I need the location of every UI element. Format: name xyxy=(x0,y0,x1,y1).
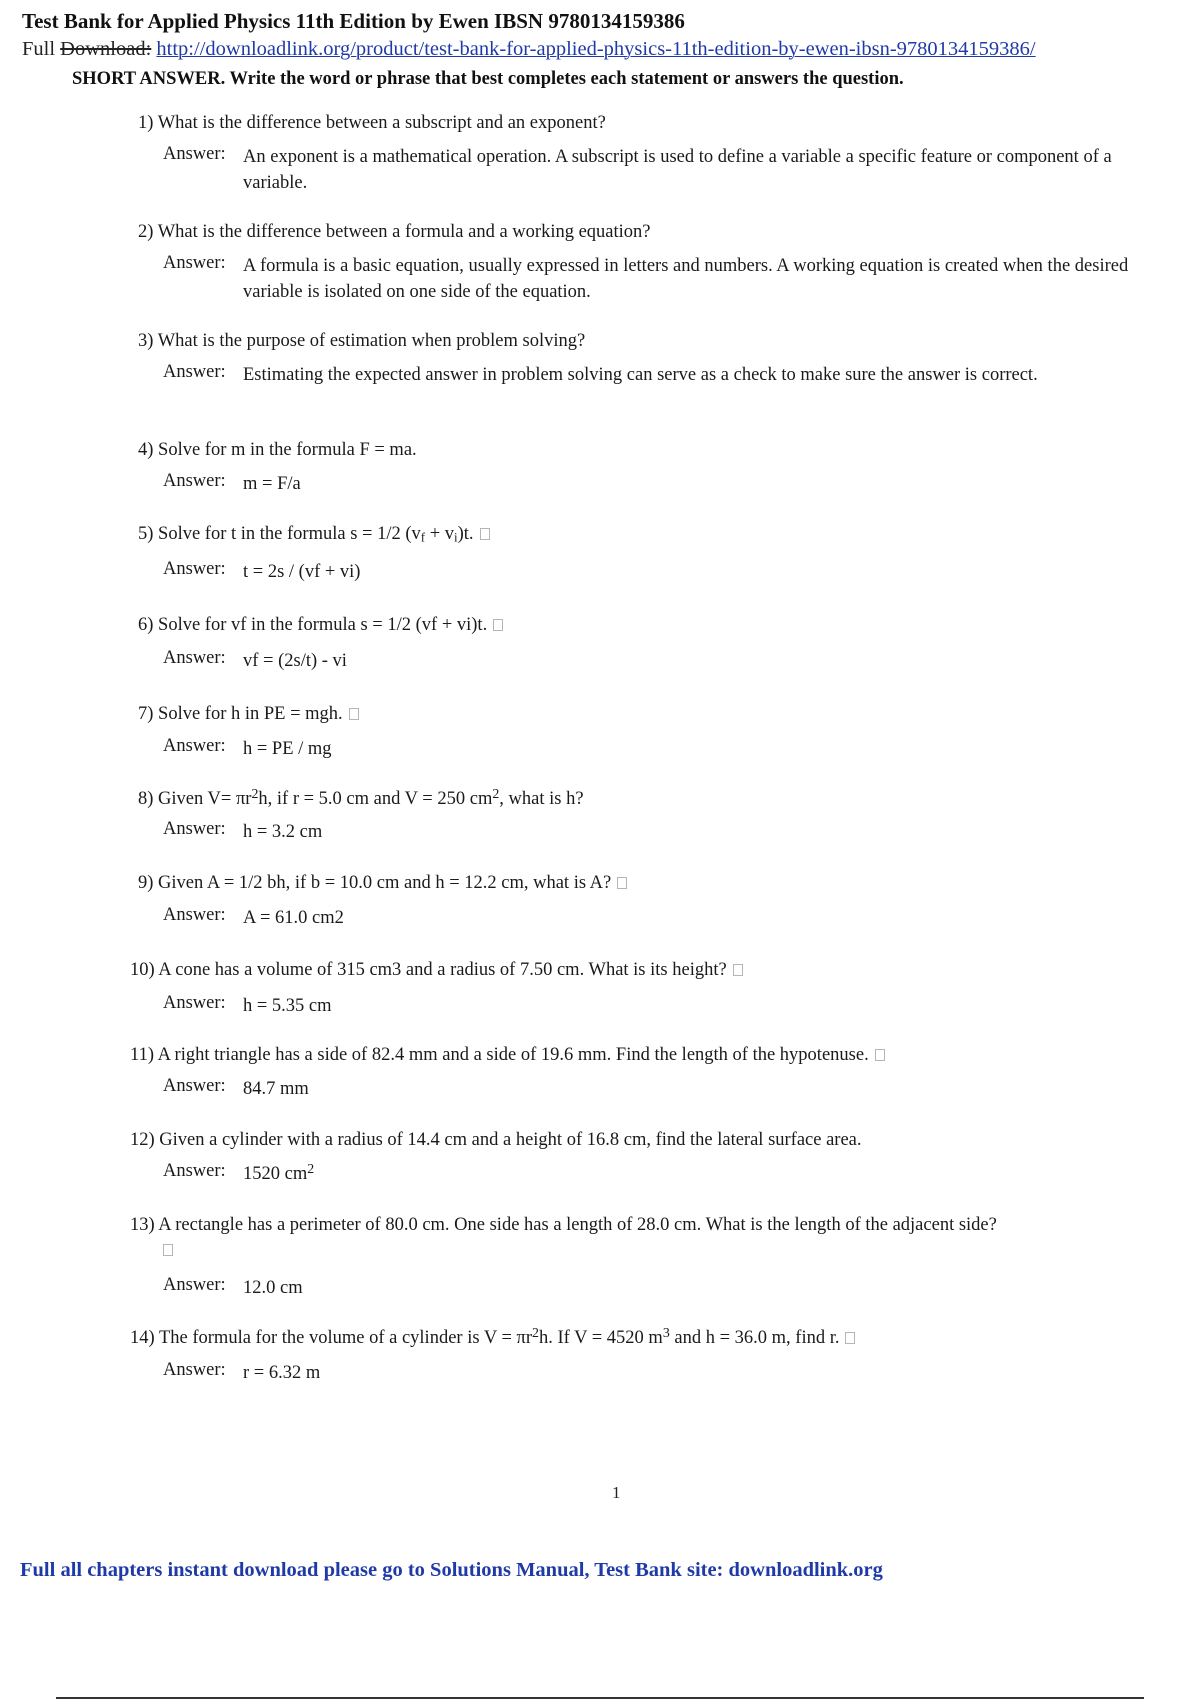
question-number: 12) xyxy=(130,1130,155,1150)
answer-text: r = 6.32 m xyxy=(243,1363,321,1383)
question-number: 1) xyxy=(138,113,154,133)
answer-label: Answer: xyxy=(163,1360,226,1380)
answer-5 xyxy=(163,559,1133,585)
question-text: A rectangle has a perimeter of 80.0 cm. One side has a length of 28.0 cm. What is the length of the adjacent side? xyxy=(158,1215,997,1235)
superscript: 3 xyxy=(662,1325,670,1341)
superscript: 2 xyxy=(251,786,259,802)
question-number: 11) xyxy=(130,1045,154,1065)
question-text-part: and h = 36.0 m, find r. xyxy=(669,1328,840,1348)
placeholder-box-icon xyxy=(845,1332,855,1344)
question-12 xyxy=(130,1130,862,1151)
answer-10 xyxy=(163,993,1133,1019)
question-text-part: )t. xyxy=(457,524,474,544)
answer-text-part: A = 61.0 cm xyxy=(243,908,335,928)
answer-text: h = 5.35 cm xyxy=(243,996,332,1016)
answer-4 xyxy=(163,471,1133,497)
question-number: 7) xyxy=(138,704,154,724)
answer-9 xyxy=(163,905,1133,931)
answer-13 xyxy=(163,1275,1133,1301)
question-4 xyxy=(138,440,417,461)
question-text: What is the difference between a formula and a working equation? xyxy=(157,222,651,242)
question-number: 10) xyxy=(130,960,155,980)
answer-text: h = 3.2 cm xyxy=(243,822,323,842)
answer-1 xyxy=(163,144,1133,196)
answer-label: Answer: xyxy=(163,648,226,668)
answer-text: vf = (2s/t) - vi xyxy=(243,651,347,671)
placeholder-box-icon xyxy=(493,619,503,631)
superscript: 2 xyxy=(532,1325,539,1341)
question-6 xyxy=(138,615,503,636)
question-11 xyxy=(130,1045,885,1066)
answer-text-part: 2 xyxy=(334,908,344,928)
superscript: 2 xyxy=(492,786,500,802)
answer-label: Answer: xyxy=(163,253,226,273)
question-number: 4) xyxy=(138,440,154,460)
question-text-part: A cone has a volume of 315 cm xyxy=(158,960,393,980)
answer-text: t = 2s / (vf + vi) xyxy=(243,562,361,582)
answer-11 xyxy=(163,1076,1133,1102)
question-number: 5) xyxy=(138,524,154,544)
answer-7 xyxy=(163,736,1133,762)
question-text-part: Solve for t in the formula s = 1/2 (v xyxy=(158,524,421,544)
placeholder-box-icon xyxy=(349,708,359,720)
subscript: i xyxy=(454,529,458,545)
question-text-part: , what is h? xyxy=(499,789,584,809)
answer-label: Answer: xyxy=(163,1275,226,1295)
question-text: Solve for vf in the formula s = 1/2 (vf + vi)t. xyxy=(158,615,488,635)
placeholder-box-icon xyxy=(163,1244,173,1256)
document-title: Test Bank for Applied Physics 11th Edition by Ewen IBSN 9780134159386 xyxy=(22,9,685,33)
answer-label: Answer: xyxy=(163,905,226,925)
question-3 xyxy=(138,331,585,352)
page-number: 1 xyxy=(612,1483,621,1502)
superscript: 2 xyxy=(307,1161,315,1177)
question-7 xyxy=(138,704,359,725)
subscript: f xyxy=(420,529,426,545)
question-text: Given A = 1/2 bh, if b = 10.0 cm and h = 12.2 cm, what is A? xyxy=(158,873,612,893)
answer-6 xyxy=(163,648,1133,674)
answer-text xyxy=(243,1161,1133,1187)
question-text-part: Given V= πr xyxy=(158,789,252,809)
question-number: 9) xyxy=(138,873,154,893)
answer-text: Estimating the expected answer in problem solving can serve as a check to make sure the answer is correct. xyxy=(243,365,1038,385)
question-text-part: + v xyxy=(425,524,455,544)
answer-14 xyxy=(163,1360,1133,1386)
section-heading: SHORT ANSWER. Write the word or phrase that best completes each statement or answers the question. xyxy=(72,69,904,89)
question-2 xyxy=(138,222,651,243)
answer-label: Answer: xyxy=(163,362,226,382)
question-text-part: h, if r = 5.0 cm and V = 250 cm xyxy=(258,789,493,809)
answer-label: Answer: xyxy=(163,1161,226,1181)
question-text: What is the difference between a subscript and an exponent? xyxy=(157,113,606,133)
question-number: 2) xyxy=(138,222,154,242)
placeholder-box-icon xyxy=(617,877,627,889)
question-text: Given a cylinder with a radius of 14.4 cm and a height of 16.8 cm, find the lateral surface area. xyxy=(159,1130,862,1150)
answer-label: Answer: xyxy=(163,993,226,1013)
download-line xyxy=(22,38,1036,61)
question-text: Solve for h in PE = mgh. xyxy=(158,704,343,724)
question-text: What is the purpose of estimation when problem solving? xyxy=(157,331,586,351)
question-5 xyxy=(138,524,490,545)
answer-text: 12.0 cm xyxy=(243,1278,303,1298)
answer-8 xyxy=(163,819,1133,845)
download-link[interactable]: http://downloadlink.org/product/test-bank-for-applied-physics-11th-edition-by-ewen-ibsn-9780134159386/ xyxy=(156,38,1036,60)
question-text: Solve for m in the formula F = ma. xyxy=(158,440,417,460)
question-13 xyxy=(130,1215,997,1236)
question-text xyxy=(158,786,584,809)
download-prefix: Full xyxy=(22,38,61,60)
placeholder-box-icon xyxy=(733,964,743,976)
answer-2 xyxy=(163,253,1133,305)
question-14 xyxy=(130,1325,855,1349)
question-text xyxy=(158,1325,840,1348)
answer-label: Answer: xyxy=(163,471,226,491)
answer-text xyxy=(243,905,1133,931)
question-number: 14) xyxy=(130,1328,155,1348)
bottom-divider xyxy=(56,1697,1144,1699)
footer-promo-link[interactable]: Full all chapters instant download please go to Solutions Manual, Test Bank site: downloadlink.org xyxy=(20,1559,883,1581)
question-number: 8) xyxy=(138,789,154,809)
question-8 xyxy=(138,786,584,810)
question-text-part: 3 xyxy=(392,960,402,980)
question-1 xyxy=(138,113,606,134)
download-label: Download: xyxy=(60,38,152,60)
question-number: 6) xyxy=(138,615,154,635)
question-text-part: and a radius of 7.50 cm. What is its height? xyxy=(401,960,727,980)
answer-label: Answer: xyxy=(163,144,226,164)
question-number: 13) xyxy=(130,1215,155,1235)
answer-3 xyxy=(163,362,1133,388)
answer-label: Answer: xyxy=(163,819,226,839)
answer-text-part: 1520 cm xyxy=(243,1164,308,1184)
answer-label: Answer: xyxy=(163,736,226,756)
question-number: 3) xyxy=(138,331,154,351)
question-text-part: h. If V = 4520 m xyxy=(538,1328,663,1348)
question-text xyxy=(158,960,726,980)
question-text-part: The formula for the volume of a cylinder is V = πr xyxy=(158,1328,533,1348)
answer-label: Answer: xyxy=(163,1076,226,1096)
answer-text: An exponent is a mathematical operation. A subscript is used to define a variable a specific feature or component of a variable. xyxy=(243,147,1112,193)
question-9 xyxy=(138,873,627,894)
question-text: A right triangle has a side of 82.4 mm and a side of 19.6 mm. Find the length of the hypotenuse. xyxy=(157,1045,869,1065)
answer-text: h = PE / mg xyxy=(243,739,332,759)
question-text xyxy=(158,524,474,544)
answer-text: A formula is a basic equation, usually expressed in letters and numbers. A working equation is created when the desired variable is isolated on one side of the equation. xyxy=(243,256,1129,302)
answer-12 xyxy=(163,1161,1133,1187)
question-10 xyxy=(130,960,743,981)
placeholder-box-icon xyxy=(875,1049,885,1061)
placeholder-box-icon xyxy=(480,528,490,540)
answer-text: 84.7 mm xyxy=(243,1079,309,1099)
answer-text: m = F/a xyxy=(243,474,301,494)
answer-label: Answer: xyxy=(163,559,226,579)
